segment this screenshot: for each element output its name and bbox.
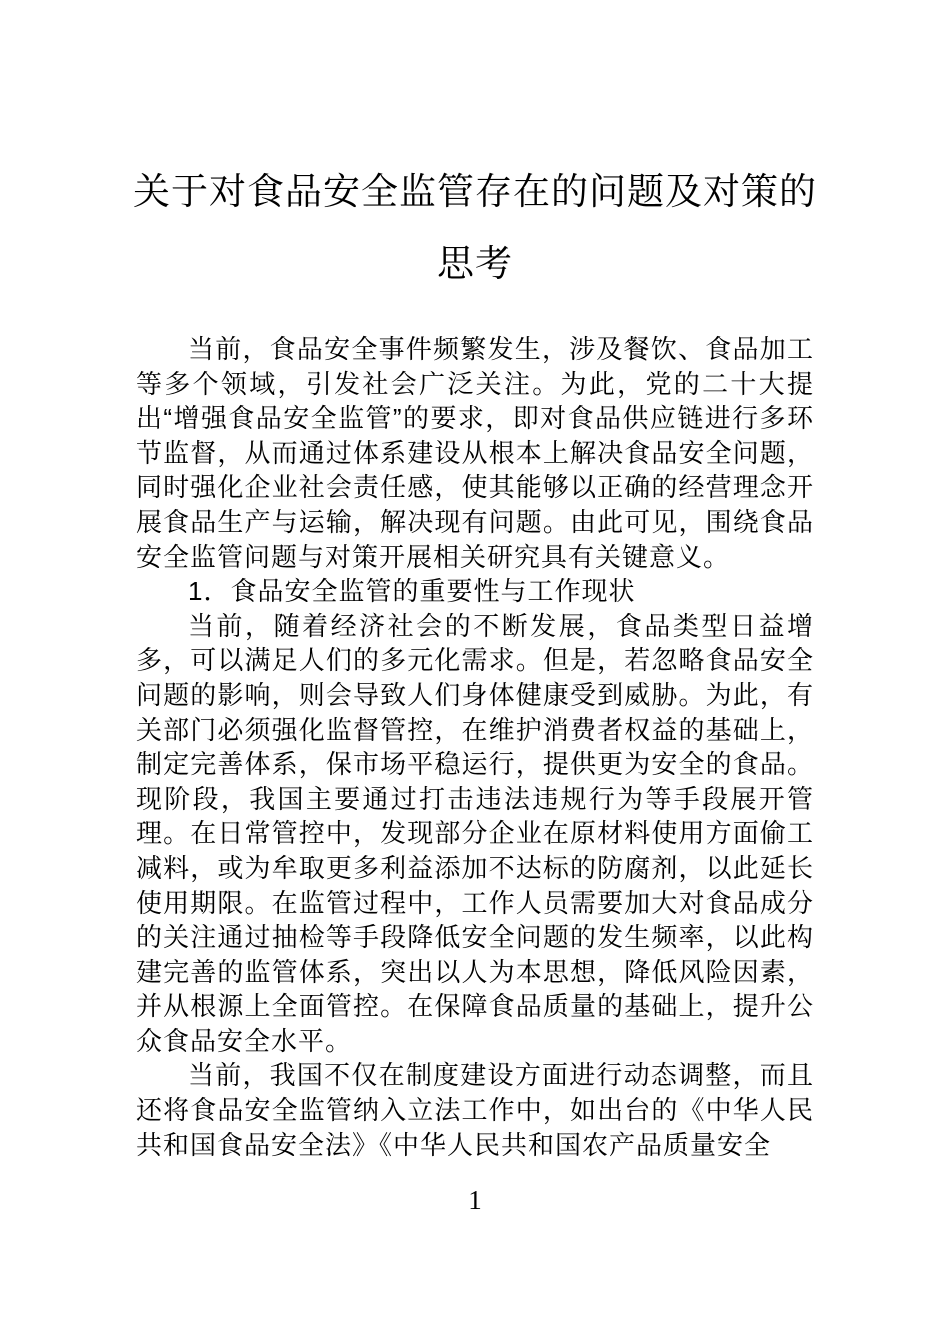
page-number: 1 [468,1185,482,1215]
section-heading: 1．食品安全监管的重要性与工作现状 [188,576,636,607]
paragraph: 当前，随着经济社会的不断发展，食品类型日益增多，可以满足人们的多元化需求。但是，若忽略食品安全问题的影响，则会导致人们身体健康受到威胁。为此，有关部门必须强化监督管控，在维护消费者权益的基础上，制定完善体系，保市场平稳运行，提供更为安全的食品。现阶段，我国主要通过打击违法违规行为等手段展开管理。在日常管控中，发现部分企业在原材料使用方面偷工减料，或为牟取更多利益添加不达标的防腐剂，以此延长使用期限。在监管过程中，工作人员需要加大对食品成分的关注通过抽检等手段降低安全问题的发生频率，以此构建完善的监管体系，突出以人为本思想，降低风险因素，并从根源上全面管控。在保障食品质量的基础上，提升公众食品安全水平。 [136,610,814,1056]
paragraph: 当前，食品安全事件频繁发生，涉及餐饮、食品加工等多个领域，引发社会广泛关注。为此，党的二十大提出“增强食品安全监管”的要求，即对食品供应链进行多环节监督，从而通过体系建设从根本上解决食品安全问题，同时强化企业社会责任感，使其能够以正确的经营理念开展食品生产与运输，解决现有问题。由此可见，围绕食品安全监管问题与对策开展相关研究具有关键意义。 [136,334,814,572]
paragraph: 当前，我国不仅在制度建设方面进行动态调整，而且还将食品安全监管纳入立法工作中，如出台的《中华人民共和国食品安全法》《中华人民共和国农产品质量安全 [136,1060,814,1160]
document-title-line-1: 关于对食品安全监管存在的问题及对策的 [133,171,817,212]
document-title-line-2: 思考 [437,243,513,284]
document-body [136,332,814,1162]
document-title [75,156,875,300]
